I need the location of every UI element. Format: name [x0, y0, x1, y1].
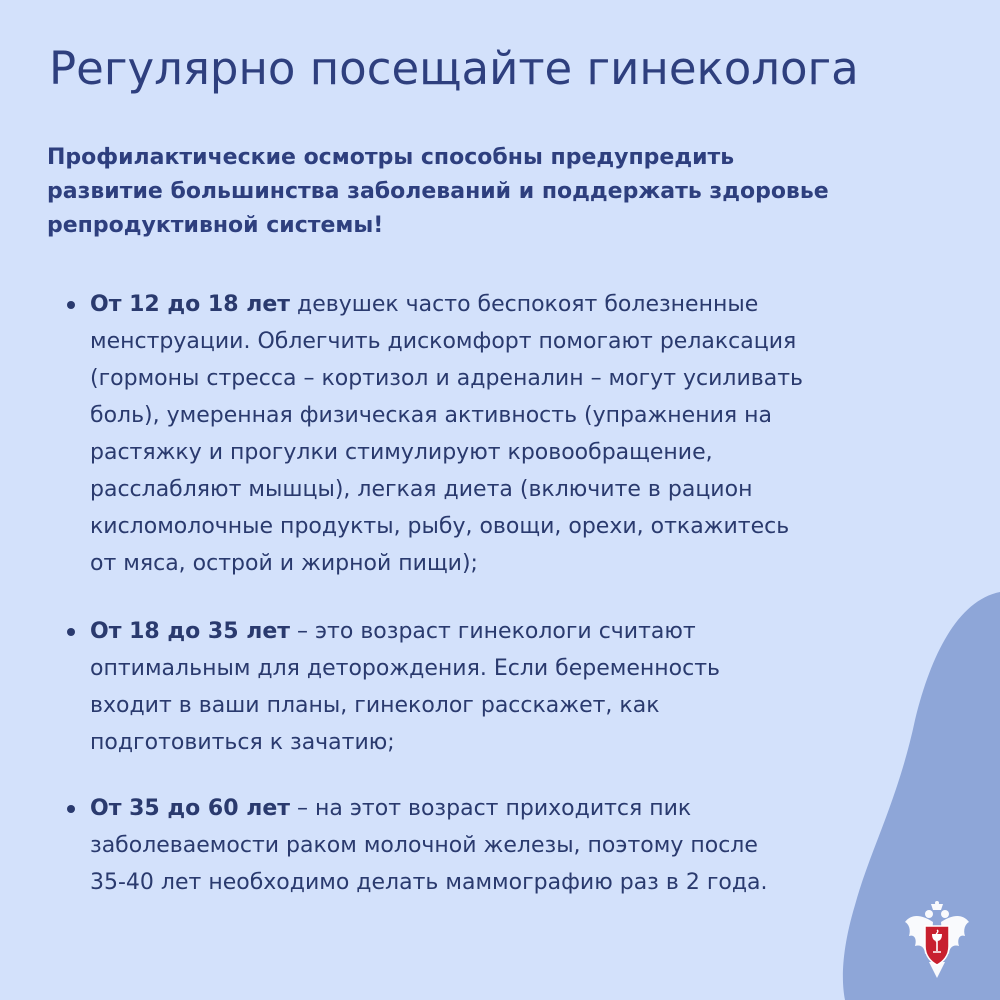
- item-first-line: [90, 286, 950, 323]
- item-line: от мяса, острой и жирной пищи);: [90, 551, 478, 576]
- item-line: (гормоны стресса – кортизол и адреналин – могут усиливать: [90, 366, 804, 391]
- item-line: подготовиться к зачатию;: [90, 730, 395, 755]
- item-first-line-text: девушек часто беспокоят болезненные: [290, 292, 759, 317]
- lead-line: развитие большинства заболеваний и поддержать здоровье: [47, 179, 829, 204]
- item-line: кисломолочные продукты, рыбу, овощи, орехи, откажитесь: [90, 514, 790, 539]
- item-first-line-text: – это возраст гинекологи считают: [290, 619, 696, 644]
- lead-paragraph: [47, 141, 947, 243]
- item-line: заболеваемости раком молочной железы, поэтому после: [90, 833, 758, 858]
- page-title: Регулярно посещайте гинеколога: [49, 42, 859, 95]
- bullet-icon: [67, 805, 75, 813]
- lead-line: Профилактические осмотры способны предупредить: [47, 145, 735, 170]
- item-first-line: [90, 790, 950, 827]
- bullet-icon: [67, 628, 75, 636]
- item-line: 35-40 лет необходимо делать маммографию раз в 2 года.: [90, 870, 768, 895]
- item-line: боль), умеренная физическая активность (упражнения на: [90, 403, 772, 428]
- list-item: [90, 790, 950, 901]
- item-line: оптимальным для деторождения. Если беременность: [90, 656, 721, 681]
- list-item: [90, 613, 950, 761]
- ministry-emblem-icon: [903, 900, 971, 980]
- age-range-label: От 18 до 35 лет: [90, 619, 290, 644]
- age-range-label: От 35 до 60 лет: [90, 796, 290, 821]
- item-first-line: [90, 613, 950, 650]
- item-line: менструации. Облегчить дискомфорт помогают релаксация: [90, 329, 797, 354]
- item-first-line-text: – на этот возраст приходится пик: [290, 796, 692, 821]
- lead-line: репродуктивной системы!: [47, 213, 384, 238]
- item-line: расслабляют мышцы), легкая диета (включите в рацион: [90, 477, 753, 502]
- bullet-icon: [67, 301, 75, 309]
- item-line: растяжку и прогулки стимулируют кровообращение,: [90, 440, 713, 465]
- age-range-label: От 12 до 18 лет: [90, 292, 290, 317]
- item-line: входит в ваши планы, гинеколог расскажет, как: [90, 693, 660, 718]
- list-item: [90, 286, 950, 582]
